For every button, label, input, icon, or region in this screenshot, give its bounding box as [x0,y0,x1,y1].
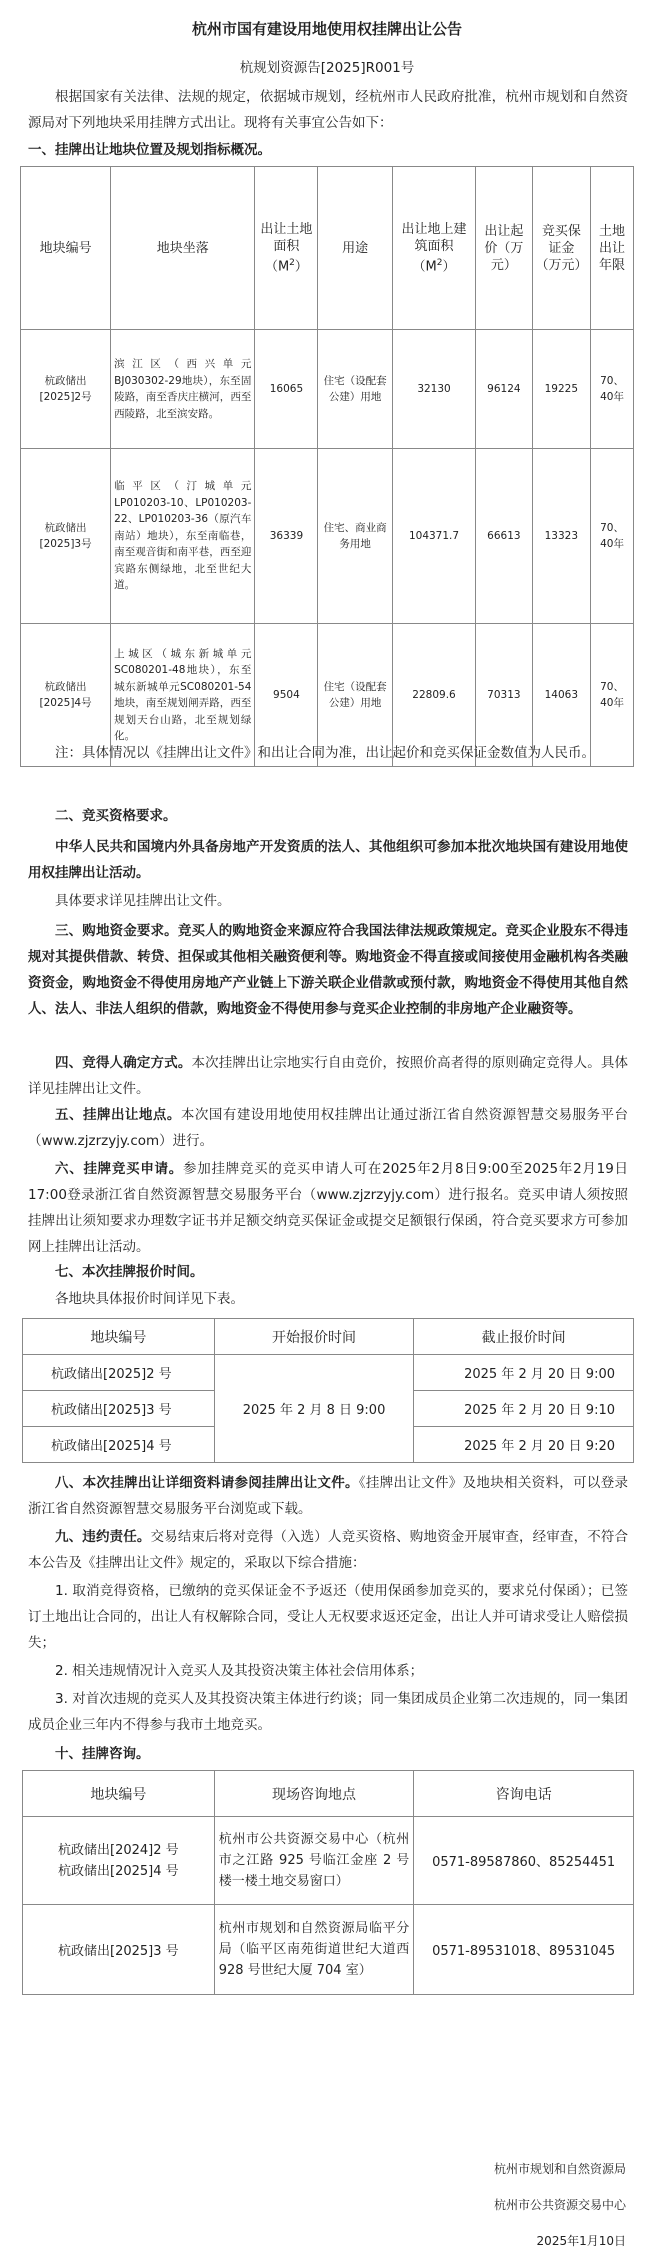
cell-deposit: 19225 [532,330,591,449]
land-parcel-table [20,166,634,767]
header-use: 用途 [318,167,392,330]
cell-parcel-id: 杭政储出[2025]3 号 [23,1905,215,1995]
cell-start-time: 2025 年 2 月 8 日 9:00 [214,1355,414,1463]
cell-deposit: 13323 [532,449,591,624]
cell-location: 滨江区（西兴单元BJ030302-29地块），东至固陵路，南至香庆庄横河，西至西陵路，北至滨安路。 [111,330,255,449]
cell-parcel-id: 杭政储出[2025]4号 [21,624,111,767]
cell-deposit: 14063 [532,624,591,767]
section-2-text: 具体要求详见挂牌出让文件。 [55,893,231,909]
cell-start-price: 70313 [476,624,532,767]
table-row [23,1355,634,1391]
section-9-item-2: 2. 相关违规情况计入竞买人及其投资决策主体社会信用体系； [55,1663,424,1679]
header-phone: 咨询电话 [414,1771,634,1817]
cell-place: 杭州市规划和自然资源局临平分局（临平区南苑街道世纪大道西 928 号世纪大厦 704 室） [214,1905,414,1995]
cell-parcel-id: 杭政储出[2025]2 号 [23,1355,215,1391]
cell-years: 70、40年 [591,624,634,767]
cell-start-price: 66613 [476,449,532,624]
header-end-time: 截止报价时间 [414,1319,634,1355]
cell-land-area: 16065 [255,330,318,449]
cell-parcel-id: 杭政储出[2024]2 号 杭政储出[2025]4 号 [23,1817,215,1905]
section-6: 六、挂牌竞买申请。参加挂牌竞买的竞买申请人可在2025年2月8日9:00至2025年2月19日17:00登录浙江省自然资源智慧交易服务平台（www.zjzrzyjy.com）进行报名。竞买申请人须按照挂牌出让须知要求办理数字证书并足额交纳竞买保证金或提交足额银行保函，符合竞买要求方可参加网上挂牌出让活动。 [28,1161,629,1255]
section-10-title: 十、挂牌咨询。 [55,1746,150,1762]
section-9: 九、违约责任。交易结束后将对竞得（入选）人竞买资格、购地资金开展审查，经审查，不符合本公告及《挂牌出让文件》规定的，采取以下综合措施： [28,1529,629,1571]
section-9-item-1: 1. 取消竞得资格，已缴纳的竞买保证金不予返还（使用保函参加竞买的，要求兑付保函）；已签订土地出让合同的，出让人有权解除合同，受让人无权要求返还定金，出让人并可请求受让人赔偿损失； [28,1583,628,1651]
cell-years: 70、40年 [591,330,634,449]
header-place: 现场咨询地点 [214,1771,414,1817]
section-1-title: 一、挂牌出让地块位置及规划指标概况。 [28,142,271,158]
header-deposit: 竞买保证金（万元） [532,167,591,330]
cell-use: 住宅（设配套公建）用地 [318,624,392,767]
table-note: 注：具体情况以《挂牌出让文件》和出让合同为准，出让起价和竞买保证金数值为人民币。 [55,745,595,761]
cell-parcel-id: 杭政储出[2025]4 号 [23,1427,215,1463]
issuer-1: 杭州市规划和自然资源局 [493,2162,626,2176]
cell-building-area: 104371.7 [392,449,475,624]
document-number: 杭规划资源告[2025]R001号 [239,60,415,76]
table-header-row [23,1771,634,1817]
cell-start-price: 96124 [476,330,532,449]
cell-end-time: 2025 年 2 月 20 日 9:00 [414,1355,634,1391]
cell-use: 住宅（设配套公建）用地 [318,330,392,449]
section-8: 八、本次挂牌出让详细资料请参阅挂牌出让文件。《挂牌出让文件》及地块相关资料，可以登录浙江省自然资源智慧交易服务平台浏览或下载。 [28,1475,629,1517]
cell-years: 70、40年 [591,449,634,624]
section-4: 四、竞得人确定方式。本次挂牌出让宗地实行自由竞价，按照价高者得的原则确定竞得人。具体详见挂牌出让文件。 [28,1055,629,1097]
table-header-row [23,1319,634,1355]
consultation-table [22,1770,634,1995]
cell-building-area: 22809.6 [392,624,475,767]
section-9-item-3: 3. 对首次违规的竞买人及其投资决策主体进行约谈；同一集团成员企业第二次违规的，同一集团成员企业三年内不得参与我市土地竞买。 [28,1691,628,1733]
table-header-row [21,167,634,330]
cell-building-area: 32130 [392,330,475,449]
cell-parcel-id: 杭政储出[2025]3号 [21,449,111,624]
cell-parcel-id: 杭政储出[2025]2号 [21,330,111,449]
header-building-area: 出让地上建筑面积 $(M^2)$ [392,167,475,330]
section-7-title: 七、本次挂牌报价时间。 [55,1264,204,1280]
table-row [23,1905,634,1995]
intro-paragraph: 根据国家有关法律、法规的规定，依据城市规划，经杭州市人民政府批准，杭州市规划和自然资源局对下列地块采用挂牌方式出让。现将有关事宜公告如下： [28,89,628,131]
header-parcel-id: 地块编号 [23,1319,215,1355]
cell-parcel-id: 杭政储出[2025]3 号 [23,1391,215,1427]
cell-land-area: 36339 [255,449,318,624]
cell-end-time: 2025 年 2 月 20 日 9:20 [414,1427,634,1463]
cell-location: 临平区（汀城单元LP010203-10、LP010203-22、LP010203-36（原汽车南站）地块），东至南临巷，南至观音街和南平巷，西至迎宾路东侧绿地，北至世纪大道。 [111,449,255,624]
issuer-2: 杭州市公共资源交易中心 [493,2198,626,2212]
notice-title: 杭州市国有建设用地使用权挂牌出让公告 [191,20,462,38]
cell-place: 杭州市公共资源交易中心（杭州市之江路 925 号临江金座 2 号楼一楼土地交易窗口） [214,1817,414,1905]
section-2-title: 二、竞买资格要求。 [55,808,177,824]
header-land-area: 出让土地面积 $(M^2)$ [255,167,318,330]
header-parcel-id: 地块编号 [23,1771,215,1817]
cell-end-time: 2025 年 2 月 20 日 9:10 [414,1391,634,1427]
section-7-text: 各地块具体报价时间详见下表。 [55,1291,244,1307]
bidding-time-table [22,1318,634,1463]
cell-location: 上城区（城东新城单元SC080201-48地块），东至城东新城单元SC080201-54地块，南至规划闸弄路，西至规划天台山路，北至规划绿化。 [111,624,255,767]
cell-phone: 0571-89587860、85254451 [414,1817,634,1905]
header-parcel-id: 地块编号 [21,167,111,330]
header-location: 地块坐落 [111,167,255,330]
header-start-time: 开始报价时间 [214,1319,414,1355]
table-row [21,330,634,449]
section-5: 五、挂牌出让地点。本次国有建设用地使用权挂牌出让通过浙江省自然资源智慧交易服务平台（www.zjzrzyjy.com）进行。 [28,1107,629,1149]
section-3: 三、购地资金要求。竞买人的购地资金来源应符合我国法律法规政策规定。竞买企业股东不得违规对其提供借款、转贷、担保或其他相关融资便利等。购地资金不得直接或间接使用金融机构各类融资资金，购地资金不得使用房地产产业链上下游关联企业借款或预付款，购地资金不得使用其他自然人、法人、非法人组织的借款，购地资金不得使用参与竞买企业控制的非房地产企业融资等。 [28,923,629,1017]
header-years: 土地出让年限 [591,167,634,330]
table-row [23,1817,634,1905]
cell-phone: 0571-89531018、89531045 [414,1905,634,1995]
cell-use: 住宅、商业商务用地 [318,449,392,624]
cell-land-area: 9504 [255,624,318,767]
header-start-price: 出让起价（万元） [476,167,532,330]
issue-date: 2025年1月10日 [536,2234,626,2248]
table-row [21,449,634,624]
section-2-bold: 中华人民共和国境内外具备房地产开发资质的法人、其他组织可参加本批次地块国有建设用地使用权挂牌出让活动。 [28,839,628,881]
